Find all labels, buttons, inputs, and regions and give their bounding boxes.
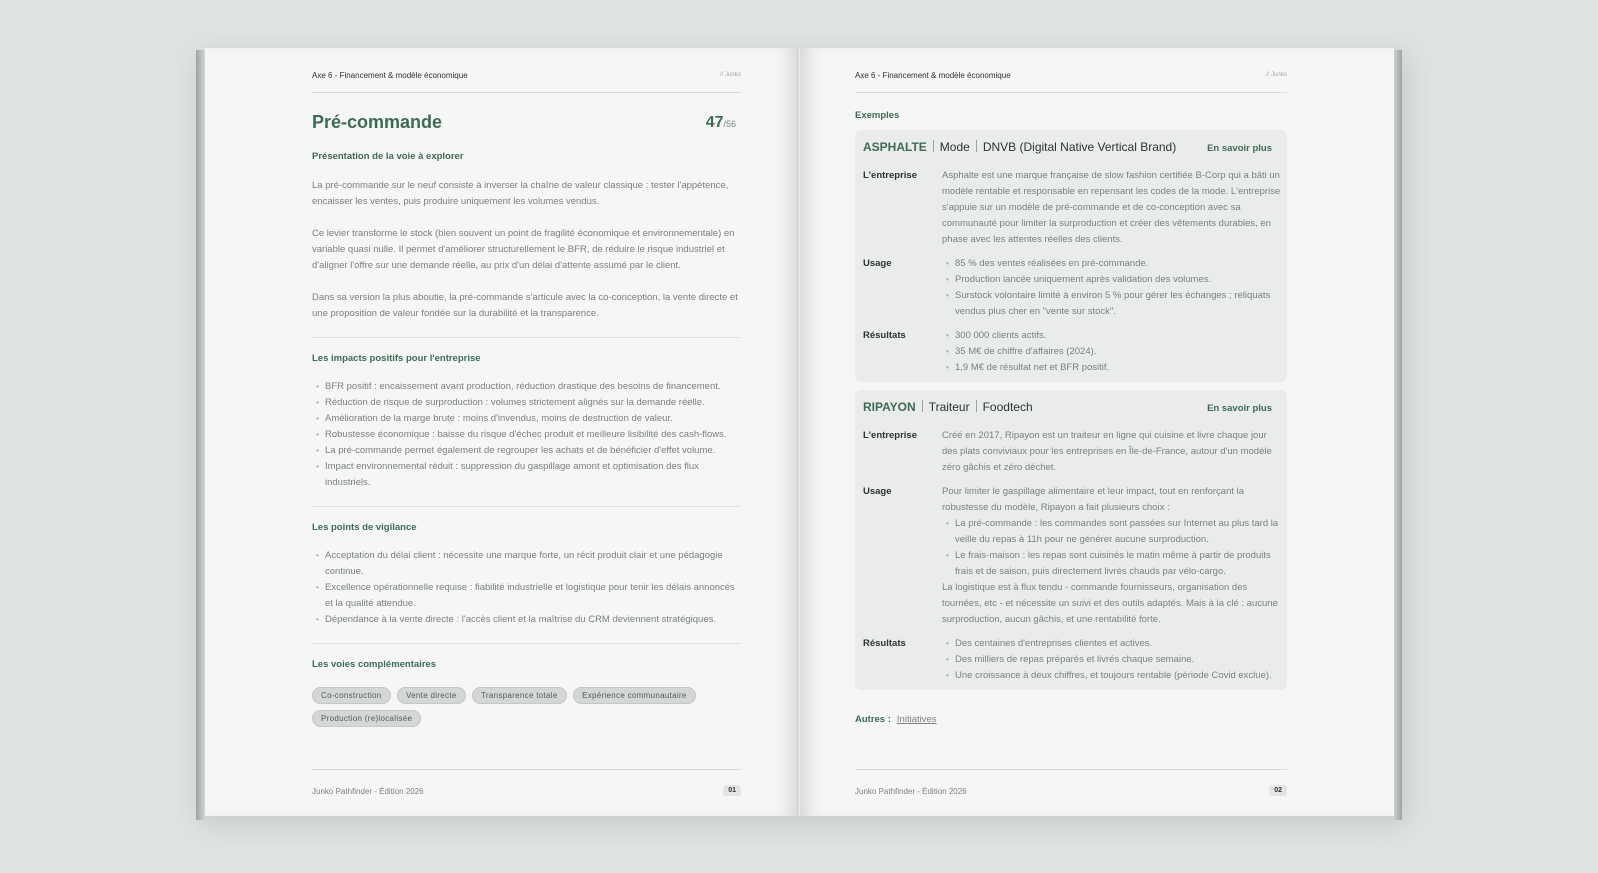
sector-tag: Traiteur <box>928 400 970 414</box>
vigilance-list <box>312 548 741 628</box>
page-header <box>312 71 741 93</box>
list-item: • 1,9 M€ de résultat net et BFR positif. <box>942 360 1281 376</box>
footer-text: Junko Pathfinder - Édition 2026 <box>312 787 424 796</box>
section-title-presentation: Présentation de la voie à explorer <box>312 151 464 162</box>
examples-label: Exemples <box>855 110 900 121</box>
divider <box>312 643 741 644</box>
list-item: • 35 M€ de chiffre d'affaires (2024). <box>942 344 1281 360</box>
example-card-ripayon <box>855 390 1287 690</box>
right-page <box>800 48 1394 816</box>
label-usage: Usage <box>863 258 892 269</box>
counter-total: /56 <box>723 119 736 129</box>
list-item: • Une croissance à deux chiffres, et toujours rentable (période Covid exclue). <box>942 668 1281 684</box>
example-card-asphalte <box>855 130 1287 382</box>
usage-outro: La logistique est à flux tendu - commande fournisseurs, organisation des tournées, etc - et nécessite un suivi et des outils adaptés. Mais à la clé : aucune surproduction, aucun gâchis, et une rentabilité forte. <box>942 582 1278 625</box>
resultats-list <box>942 636 1281 684</box>
list-item: • Le frais-maison : les repas sont cuisinés le matin même à partir de produits frais et de saison, puis directement livrés chauds par vélo-cargo. <box>942 548 1281 580</box>
label-usage: Usage <box>863 486 892 497</box>
divider <box>312 506 741 507</box>
other-initiatives <box>855 714 937 725</box>
section-title-vigilance: Les points de vigilance <box>312 522 417 533</box>
separator <box>976 400 977 412</box>
list-item: • 85 % des ventes réalisées en pré-commande. <box>942 256 1281 272</box>
card-header <box>863 140 1176 154</box>
tag-list <box>312 685 732 731</box>
section-title-complementary: Les voies complémentaires <box>312 659 437 670</box>
card-header <box>863 400 1033 414</box>
page-title: Pré-commande <box>312 112 443 132</box>
entreprise-text: Asphalte est une marque française de slow fashion certifiée B-Corp qui a bâti un modèle rentable et responsable en repensant les codes de la mode. L'entreprise s'appuie sur un modèle de pré-commande et de co-conception avec sa communauté pour limiter la surproduction et créer des vêtements durables, en phase avec les attentes réelles des clients. <box>942 170 1281 245</box>
page-number: 01 <box>723 785 741 796</box>
company-name: ASPHALTE <box>863 140 927 154</box>
page-number: 02 <box>1269 785 1287 796</box>
list-item: • 300 000 clients actifs. <box>942 328 1281 344</box>
list-item: • Robustesse économique : baisse du risque d'échec produit et meilleure lisibilité des cash-flows. <box>312 427 741 443</box>
company-name: RIPAYON <box>863 400 916 414</box>
footer-text: Junko Pathfinder - Édition 2026 <box>855 787 967 796</box>
tag-chip[interactable]: Co-construction <box>312 687 391 704</box>
entreprise-text: Créé en 2017, Ripayon est un traiteur en ligne qui cuisine et livre chaque jour des plats conviviaux pour les entreprises en Île-de-France, autour d'un modèle zéro gâchis et zéro déchet. <box>942 430 1272 473</box>
header-brand: // Junko <box>719 72 741 78</box>
usage-block <box>942 484 1281 628</box>
list-item: • Réduction de risque de surproduction : volumes strictement alignés sur la demande réelle. <box>312 395 741 411</box>
separator <box>922 400 923 412</box>
list-item: • Dépendance à la vente directe : l'accès client et la maîtrise du CRM deviennent stratégiques. <box>312 612 741 628</box>
separator <box>976 140 977 152</box>
label-entreprise: L'entreprise <box>863 170 917 181</box>
list-item: • Impact environnemental réduit : suppression du gaspillage amont et optimisation des flux industriels. <box>312 459 741 491</box>
list-item: • La pré-commande : les commandes sont passées sur Internet au plus tard la veille du repas à 11h pour ne générer aucune surproduction. <box>942 516 1281 548</box>
initiatives-link[interactable]: Initiatives <box>896 714 937 725</box>
learn-more-link[interactable]: En savoir plus <box>1207 403 1272 414</box>
usage-list <box>942 256 1281 320</box>
paragraph-2: Ce levier transforme le stock (bien souvent un point de fragilité économique et environnementale) en variable quasi nulle. Il permet d'améliorer structurellement le BFR, de réduire le risque industriel et d'aligner l'offre sur une demande réelle, au prix d'un délai d'attente assumé par le client. <box>312 228 735 271</box>
section-title-impacts: Les impacts positifs pour l'entreprise <box>312 353 481 364</box>
paragraph-3: Dans sa version la plus aboutie, la pré-commande s'articule avec la co-conception, la vente directe et une proposition de valeur fondée sur la durabilité et la transparence. <box>312 292 738 319</box>
list-item: • Acceptation du délai client : nécessite une marque forte, un récit produit clair et une pédagogie continue. <box>312 548 741 580</box>
page-counter <box>706 114 736 132</box>
counter-current: 47 <box>705 114 724 131</box>
model-tag: DNVB (Digital Native Vertical Brand) <box>982 140 1177 154</box>
list-item: • Des centaines d'entreprises clientes et actives. <box>942 636 1281 652</box>
list-item: • Surstock volontaire limité à environ 5 % pour gérer les échanges ; reliquats vendus plus cher en "vente sur stock". <box>942 288 1281 320</box>
impacts-list <box>312 379 741 491</box>
list-item: • BFR positif : encaissement avant production, réduction drastique des besoins de financement. <box>312 379 741 395</box>
paragraph-1: La pré-commande sur le neuf consiste à inverser la chaîne de valeur classique : tester l'appétence, encaisser les ventes, puis produire uniquement les volumes vendus. <box>312 180 729 207</box>
resultats-list <box>942 328 1281 376</box>
tag-chip[interactable]: Transparence totale <box>472 687 567 704</box>
label-resultats: Résultats <box>863 638 906 649</box>
model-tag: Foodtech <box>982 400 1033 414</box>
list-item: • Des milliers de repas préparés et livrés chaque semaine. <box>942 652 1281 668</box>
header-title: Axe 6 - Financement & modèle économique <box>855 71 1011 80</box>
list-item: • Excellence opérationnelle requise : fiabilité industrielle et logistique pour tenir les délais annoncés et la qualité attendue. <box>312 580 741 612</box>
learn-more-link[interactable]: En savoir plus <box>1207 143 1272 154</box>
divider <box>312 337 741 338</box>
sector-tag: Mode <box>939 140 970 154</box>
tag-chip[interactable]: Production (re)localisée <box>312 710 421 727</box>
tag-chip[interactable]: Vente directe <box>397 687 466 704</box>
list-item: • Amélioration de la marge brute : moins d'invendus, moins de destruction de valeur. <box>312 411 741 427</box>
list-item: • La pré-commande permet également de regrouper les achats et de bénéficier d'effet volume. <box>312 443 741 459</box>
page-header <box>855 71 1287 93</box>
tag-chip[interactable]: Expérience communautaire <box>573 687 696 704</box>
label-entreprise: L'entreprise <box>863 430 917 441</box>
usage-intro: Pour limiter le gaspillage alimentaire et leur impact, tout en renforçant la robustesse du modèle, Ripayon a fait plusieurs choix : <box>942 486 1245 513</box>
list-item: • Production lancée uniquement après validation des volumes. <box>942 272 1281 288</box>
header-brand: // Junko <box>1265 72 1287 78</box>
page-footer <box>855 769 1287 799</box>
label-resultats: Résultats <box>863 330 906 341</box>
left-page <box>205 48 799 816</box>
page-footer <box>312 769 741 799</box>
separator <box>933 140 934 152</box>
autres-label: Autres : <box>855 714 891 725</box>
header-title: Axe 6 - Financement & modèle économique <box>312 71 468 80</box>
